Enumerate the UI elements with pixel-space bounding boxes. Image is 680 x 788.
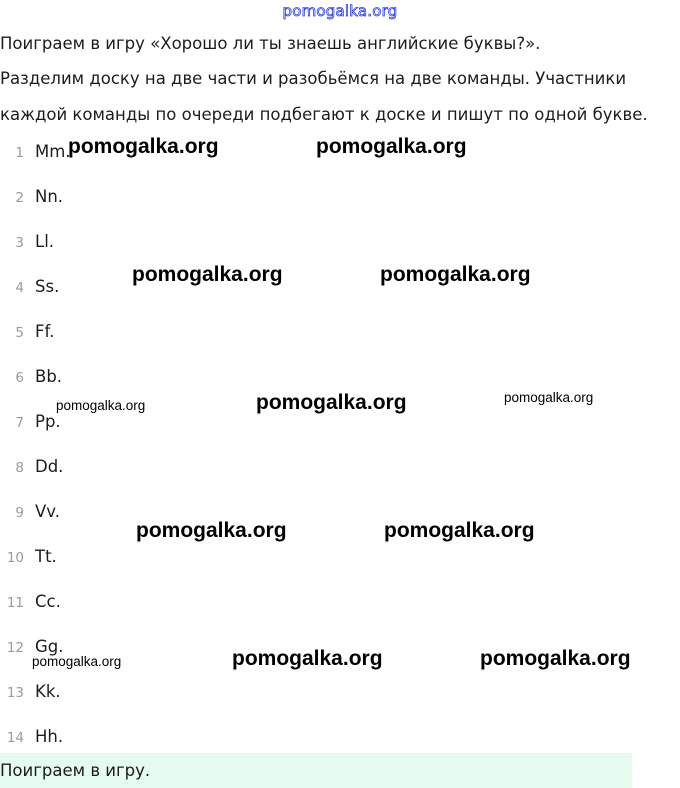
list-item-letter: Ss. xyxy=(35,277,60,296)
list-item xyxy=(0,457,300,477)
list-item-letter: Hh. xyxy=(35,727,64,746)
list-item-letter: Vv. xyxy=(35,502,61,521)
list-item-number: 12 xyxy=(6,640,24,656)
rules-paragraph-line-2: каждой команды по очереди подбегают к доске и пишут по одной букве. xyxy=(0,105,648,124)
list-item-number: 6 xyxy=(15,370,24,386)
intro-paragraph: Поиграем в игру «Хорошо ли ты знаешь английские буквы?». xyxy=(0,34,541,53)
list-item-letter: Gg. xyxy=(35,637,64,656)
watermark: pomogalka.org xyxy=(68,135,219,158)
list-item-letter: Cc. xyxy=(35,592,61,611)
watermark: pomogalka.org xyxy=(504,390,594,405)
list-item-letter: Kk. xyxy=(35,682,61,701)
list-item xyxy=(0,232,300,252)
list-item xyxy=(0,682,300,702)
watermark: pomogalka.org xyxy=(132,263,283,286)
list-item-number: 10 xyxy=(6,550,24,566)
list-item-number: 11 xyxy=(6,595,24,611)
list-item xyxy=(0,322,300,342)
rules-paragraph-line-1: Разделим доску на две части и разобьёмся на две команды. Участники xyxy=(0,69,627,88)
list-item xyxy=(0,592,300,612)
list-item-number: 9 xyxy=(15,505,24,521)
list-item-number: 7 xyxy=(15,415,24,431)
watermark: pomogalka.org xyxy=(384,519,535,542)
list-item-letter: Bb. xyxy=(35,367,63,386)
list-item-letter: Tt. xyxy=(35,547,57,566)
watermark: pomogalka.org xyxy=(136,519,287,542)
watermark: pomogalka.org xyxy=(480,647,631,670)
list-item-number: 3 xyxy=(15,235,24,251)
list-item-letter: Dd. xyxy=(35,457,64,476)
list-item-letter: Pp. xyxy=(35,412,61,431)
list-item-letter: Ll. xyxy=(35,232,55,251)
list-item-letter: Nn. xyxy=(35,187,64,206)
list-item-number: 4 xyxy=(15,280,24,296)
list-item xyxy=(0,727,300,747)
list-item-number: 2 xyxy=(15,190,24,206)
list-item-letter: Ff. xyxy=(35,322,55,341)
watermark: pomogalka.org xyxy=(32,654,122,669)
list-item xyxy=(0,547,300,567)
site-logo: pomogalka.org xyxy=(282,2,398,20)
list-item-number: 13 xyxy=(6,685,24,701)
watermark: pomogalka.org xyxy=(316,135,467,158)
list-item xyxy=(0,367,300,387)
list-item xyxy=(0,187,300,207)
list-item-letter: Mm. xyxy=(35,142,71,161)
footer-text: Поиграем в игру. xyxy=(0,761,151,780)
list-item-number: 8 xyxy=(15,460,24,476)
list-item-number: 14 xyxy=(6,730,24,746)
watermark: pomogalka.org xyxy=(380,263,531,286)
watermark: pomogalka.org xyxy=(256,391,407,414)
footer-highlight-bar xyxy=(0,753,632,788)
list-item-number: 5 xyxy=(15,325,24,341)
list-item-number: 1 xyxy=(15,145,24,161)
watermark: pomogalka.org xyxy=(232,647,383,670)
watermark: pomogalka.org xyxy=(56,398,146,413)
list-item xyxy=(0,412,300,432)
